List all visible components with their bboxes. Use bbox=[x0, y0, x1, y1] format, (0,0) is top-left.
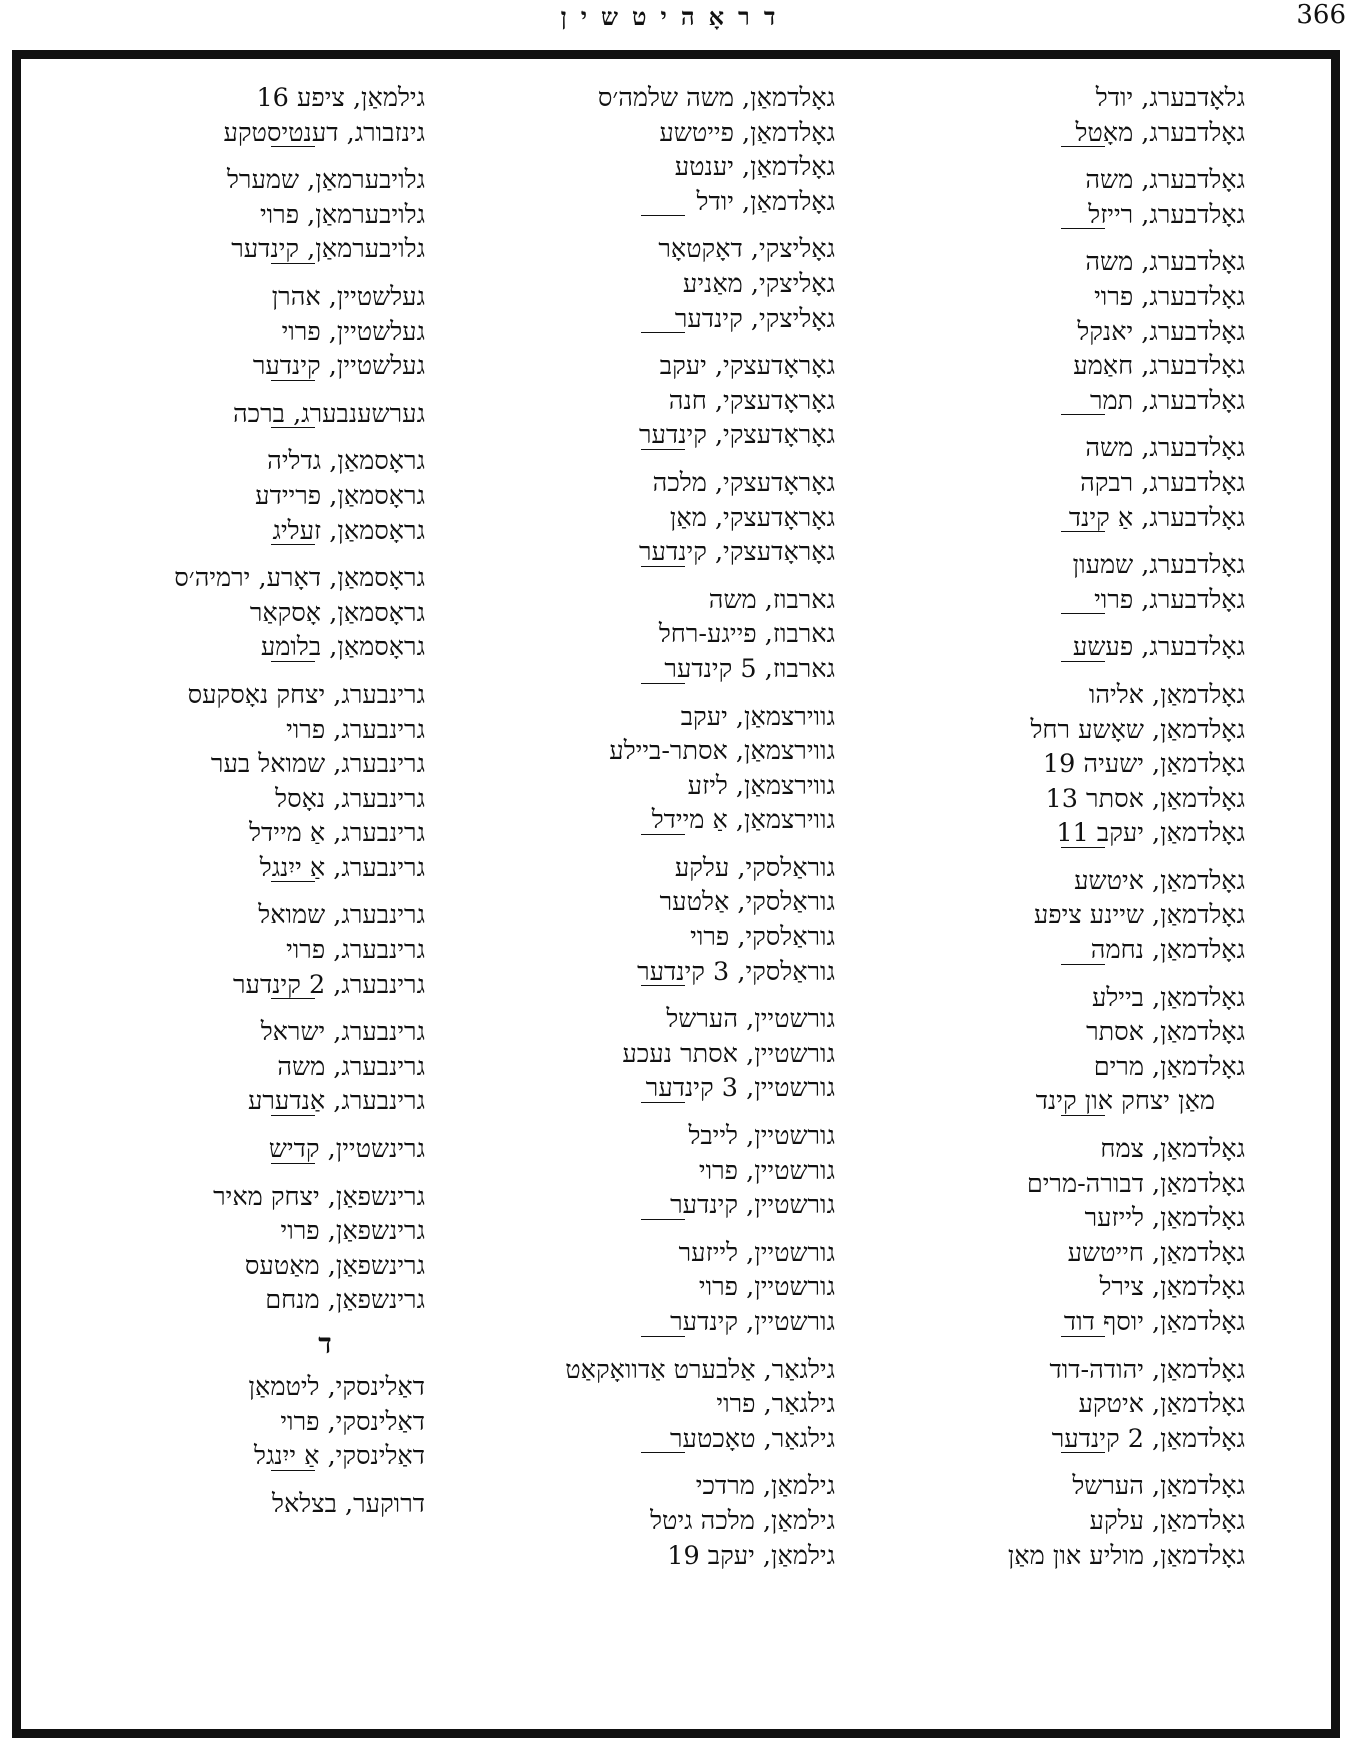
group-separator bbox=[925, 418, 1245, 431]
name-entry: גאָלדמאַן, חייטשע bbox=[1067, 1237, 1245, 1268]
group-separator bbox=[465, 1106, 835, 1119]
name-entry: גאָלדמאַן, שיינע ציפע bbox=[1033, 900, 1245, 931]
group-separator bbox=[45, 267, 425, 280]
name-entry: גאָלדמאַן, שאָשע רחל bbox=[1030, 714, 1245, 745]
name-entry: גאָלדמאַן, איטשע bbox=[1074, 865, 1245, 896]
name-entry: גוראַלסקי, פרוי bbox=[690, 922, 835, 953]
name-entry: גאָלדבערג, אַ קינד bbox=[1068, 502, 1245, 533]
name-entry: גרינבערג, אַ ייִנגל bbox=[259, 852, 425, 883]
group-separator bbox=[925, 968, 1245, 981]
name-entry: גורשטיין, קינדער bbox=[670, 1307, 835, 1337]
name-entry: גראָסמאַן, זעליג bbox=[272, 515, 425, 546]
page-title: דראָהיטשין bbox=[560, 2, 790, 31]
name-entry: גילמאַן, מרדכי bbox=[695, 1471, 835, 1502]
group-separator bbox=[45, 1474, 425, 1487]
name-entry: גורשטיין, פרוי bbox=[698, 1272, 835, 1303]
name-entry: גאָראָדעצקי, קינדער bbox=[639, 537, 835, 568]
group-separator bbox=[465, 687, 835, 700]
column-left bbox=[45, 81, 425, 1521]
name-entry: גלויבערמאַן, שמערל bbox=[227, 165, 425, 196]
name-entry: גרינשפאַן, מאַטעס bbox=[244, 1250, 425, 1281]
name-entry: גאָלדמאַן, משה שלמה׳ס bbox=[597, 83, 835, 113]
name-entry: געלשטיין, קינדער bbox=[252, 351, 425, 382]
name-entry: מאַן יצחק און קינד bbox=[1035, 1086, 1215, 1117]
name-entry: גרינבערג, משה bbox=[277, 1051, 425, 1082]
group-separator bbox=[45, 384, 425, 397]
group-separator bbox=[925, 535, 1245, 548]
name-entry: גאָלדמאַן, 2 קינדער bbox=[1051, 1423, 1245, 1454]
name-entry: גאָלדמאַן, הערשל bbox=[1072, 1471, 1245, 1502]
page-number: 366 bbox=[1296, 0, 1346, 30]
name-entry: דאַלינסקי, אַ ייִנגל bbox=[254, 1441, 425, 1472]
name-entry: גוראַלסקי, אַלטער bbox=[659, 887, 835, 918]
name-entry: גוראַלסקי, 3 קינדער bbox=[637, 956, 835, 987]
column-middle bbox=[465, 81, 835, 1573]
name-entry: גאָלדמאַן, יעקב 11 bbox=[1056, 818, 1245, 849]
group-separator bbox=[45, 548, 425, 561]
group-separator bbox=[465, 838, 835, 851]
name-entry: גראָסמאַן, אָסקאַר bbox=[249, 597, 425, 628]
name-entry: גרינשטיין, קדיש bbox=[268, 1134, 425, 1165]
name-entry: געלשטיין, פרוי bbox=[281, 316, 425, 347]
name-entry: גאָלדבערג, מאָטל bbox=[1075, 117, 1245, 148]
group-separator bbox=[465, 219, 835, 232]
name-entry: גווירצמאַן, אַ מיידל bbox=[651, 805, 835, 836]
group-separator bbox=[45, 665, 425, 678]
name-entry: גילמאַן, ציפע 16 bbox=[256, 83, 425, 113]
name-entry: גאָלדמאַן, עלקע bbox=[1089, 1505, 1245, 1536]
name-entry: גאָלדמאַן, יענטע bbox=[674, 152, 835, 183]
name-entry: גווירצמאַן, ליזע bbox=[687, 770, 835, 801]
name-entry: גאָראָדעצקי, מלכה bbox=[652, 467, 835, 498]
name-entry: גרינשפאַן, יצחק מאיר bbox=[213, 1181, 425, 1212]
group-separator bbox=[925, 665, 1245, 678]
name-entry: גאָלדמאַן, דבורה-מרים bbox=[1026, 1168, 1245, 1199]
group-separator bbox=[465, 453, 835, 466]
name-entry: גערשענבערג, ברכה bbox=[233, 398, 425, 429]
group-separator bbox=[465, 336, 835, 349]
name-entry: גאָלדבערג, משה bbox=[1085, 247, 1245, 278]
name-entry: גילגאַר, פרוי bbox=[716, 1389, 835, 1420]
name-entry: גרינבערג, פרוי bbox=[286, 935, 425, 966]
group-separator bbox=[925, 1119, 1245, 1132]
name-entry: גאָלדמאַן, מרים bbox=[1093, 1051, 1245, 1082]
name-entry: גראָסמאַן, גדליה bbox=[267, 446, 425, 477]
name-entry: גרינבערג, פרוי bbox=[286, 714, 425, 745]
name-entry: גאָלדמאַן, יוסף דוד bbox=[1063, 1307, 1245, 1337]
name-entry: גאָראָדעצקי, מאַן bbox=[669, 502, 835, 533]
group-separator bbox=[465, 1340, 835, 1353]
name-entry: גורשטיין, קינדער bbox=[670, 1190, 835, 1221]
name-entry: גרינבערג, אַנדערע bbox=[247, 1086, 425, 1117]
name-entry: גאָלדבערג, יאנקל bbox=[1077, 316, 1245, 347]
name-entry: גאָלדבערג, רייזל bbox=[1088, 199, 1245, 230]
name-entry: גאָראָדעצקי, קינדער bbox=[639, 420, 835, 451]
name-entry: דאַלינסקי, פרוי bbox=[280, 1406, 425, 1437]
name-entry: גילמאַן, יעקב 19 bbox=[667, 1540, 835, 1571]
name-entry: גאָלדמאַן, צמח bbox=[1100, 1134, 1245, 1165]
name-entry: גרינשפאַן, מנחם bbox=[265, 1285, 425, 1316]
name-entry: גאָלדמאַן, אסתר bbox=[1086, 1017, 1245, 1048]
name-entry: גינזבורג, דענטיסטקע bbox=[223, 117, 425, 148]
group-separator bbox=[45, 885, 425, 898]
group-separator bbox=[925, 232, 1245, 245]
group-separator bbox=[465, 1223, 835, 1236]
name-entry: גאָלדבערג, פרוי bbox=[1094, 281, 1245, 312]
name-entry: גאָליצקי, קינדער bbox=[674, 303, 835, 334]
column-right bbox=[925, 81, 1245, 1573]
name-entry: גרינבערג, אַ מיידל bbox=[249, 818, 425, 849]
name-entry: גראָסמאַן, פריידע bbox=[255, 480, 425, 511]
name-entry: גאָראָדעצקי, יעקב bbox=[659, 351, 835, 382]
name-entry: גאָלדמאַן, מוליע און מאַן bbox=[1007, 1540, 1245, 1571]
name-entry: גרינבערג, ישראל bbox=[260, 1017, 425, 1048]
name-entry: גארבוז, פייגע-רחל bbox=[658, 619, 835, 650]
name-entry: גאָראָדעצקי, חנה bbox=[668, 385, 835, 416]
name-entry: גרינבערג, נאָסל bbox=[275, 783, 425, 814]
name-entry: גאָלדבערג, פעשע bbox=[1072, 632, 1245, 663]
name-entry: גאָלדבערג, חאַמע bbox=[1073, 351, 1245, 382]
group-separator bbox=[925, 851, 1245, 864]
name-entry: דרוקער, בצלאל bbox=[272, 1488, 425, 1519]
name-entry: גווירצמאַן, אסתר-ביילע bbox=[609, 736, 835, 767]
name-entry: גילמאַן, מלכה גיטל bbox=[650, 1505, 835, 1536]
name-entry: גרינשפאַן, פרוי bbox=[280, 1216, 425, 1247]
group-separator bbox=[465, 1456, 835, 1469]
name-entry: גאָלדבערג, משה bbox=[1085, 165, 1245, 196]
name-entry: גוראַלסקי, עלקע bbox=[674, 852, 835, 883]
name-entry: גאָלדמאַן, יהודה-דוד bbox=[1049, 1354, 1245, 1385]
group-separator bbox=[45, 1167, 425, 1180]
group-separator bbox=[925, 1340, 1245, 1353]
name-entry: גורשטיין, אסתר נעכע bbox=[622, 1038, 835, 1069]
name-entry: גראָסמאַן, בלומע bbox=[260, 632, 425, 663]
name-entry: גרינבערג, שמואל בער bbox=[210, 749, 425, 780]
group-separator bbox=[925, 617, 1245, 630]
name-entry: גורשטיין, פרוי bbox=[698, 1155, 835, 1186]
name-entry: גורשטיין, הערשל bbox=[666, 1004, 835, 1035]
name-entry: גרינבערג, יצחק נאָסקעס bbox=[187, 679, 425, 710]
group-separator bbox=[465, 989, 835, 1002]
name-entry: גאָלדבערג, משה bbox=[1085, 433, 1245, 464]
name-entry: גילגאַר, טאָכטער bbox=[669, 1423, 835, 1454]
name-entry: גאָליצקי, מאַניע bbox=[682, 268, 835, 299]
group-separator bbox=[925, 150, 1245, 163]
name-entry: גאָלדמאַן, ביילע bbox=[1091, 982, 1245, 1013]
section-letter-heading: ד bbox=[318, 1327, 332, 1360]
name-entry: גאָלדבערג, שמעון bbox=[1072, 550, 1245, 581]
group-separator bbox=[925, 1456, 1245, 1469]
name-entry: גאָלדמאַן, ישעיה 19 bbox=[1042, 749, 1245, 780]
name-entry: גילגאַר, אַלבערט אַדוואָקאַט bbox=[565, 1354, 835, 1385]
name-entry: גארבוז, משה bbox=[708, 584, 835, 615]
name-entry: גאָלדבערג, פרוי bbox=[1094, 584, 1245, 615]
group-separator bbox=[465, 570, 835, 583]
name-entry: גורשטיין, לייבל bbox=[688, 1121, 835, 1152]
name-entry: גלויבערמאַן, פרוי bbox=[259, 199, 425, 230]
name-entry: גאָלדמאַן, אסתר 13 bbox=[1045, 783, 1245, 814]
name-entry: גאָלדמאַן, פייטשע bbox=[659, 117, 835, 148]
name-entry: גאָלדמאַן, נחמה bbox=[1090, 935, 1245, 966]
name-entry: גורשטיין, לייזער bbox=[678, 1237, 835, 1268]
name-entry: דאַלינסקי, ליטמאַן bbox=[248, 1372, 425, 1402]
name-entry: גארבוז, 5 קינדער bbox=[664, 653, 835, 684]
group-separator bbox=[45, 431, 425, 444]
name-entry: גאָלדמאַן, יודל bbox=[696, 186, 835, 217]
name-entry: גרינבערג, 2 קינדער bbox=[233, 969, 425, 1000]
name-entry: גלויבערמאַן, קינדער bbox=[231, 234, 425, 265]
group-separator bbox=[45, 1002, 425, 1015]
name-entry: גאָלדמאַן, צירל bbox=[1099, 1272, 1245, 1303]
name-entry: גאָלדמאַן, אליהו bbox=[1088, 679, 1245, 710]
name-entry: גרינבערג, שמואל bbox=[258, 900, 425, 931]
name-entry: גורשטיין, 3 קינדער bbox=[645, 1073, 835, 1104]
name-entry: געלשטיין, אהרן bbox=[271, 281, 425, 312]
group-separator bbox=[45, 150, 425, 163]
name-entry: גאָלדמאַן, איטקע bbox=[1078, 1389, 1245, 1420]
name-entry: גאָליצקי, דאָקטאָר bbox=[658, 234, 835, 265]
name-entry: גאָלדבערג, תמר bbox=[1090, 385, 1245, 416]
group-separator bbox=[45, 1119, 425, 1132]
name-entry: גלאָדבערג, יודל bbox=[1095, 83, 1245, 113]
name-entry: גווירצמאַן, יעקב bbox=[680, 701, 835, 732]
name-entry: גראָסמאַן, דאָרע, ירמיה׳ס bbox=[174, 563, 425, 594]
name-entry: גאָלדמאַן, לייזער bbox=[1084, 1203, 1245, 1234]
name-entry: גאָלדבערג, רבקה bbox=[1080, 467, 1245, 498]
